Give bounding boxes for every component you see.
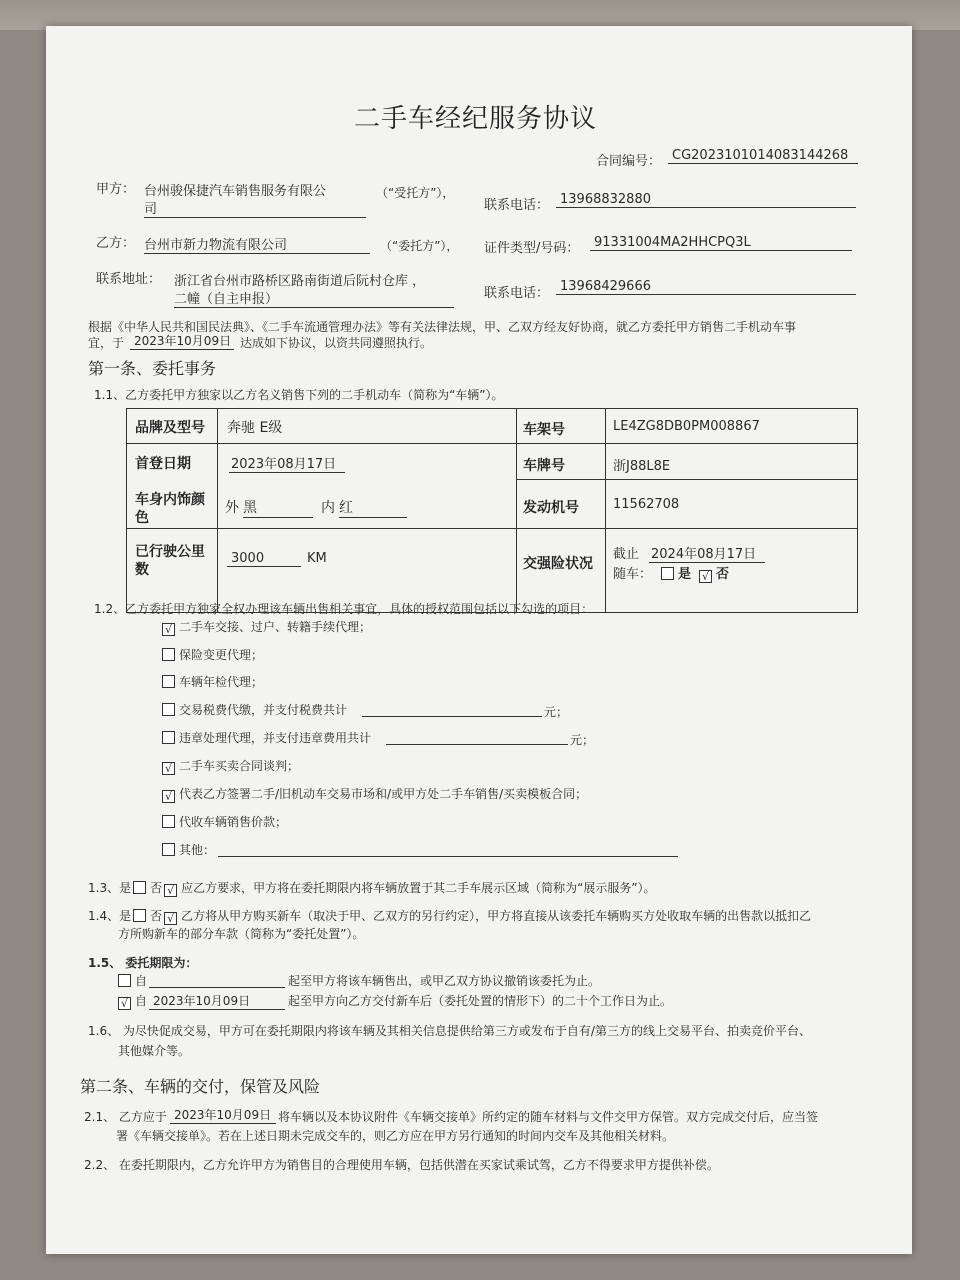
clause-1-3: 1.3、是 否 √ 应乙方要求，甲方将在委托期限内将车辆放置于其二手车展示区域（简称为“展示服务”）。 — [88, 881, 656, 897]
checkbox-empty-icon — [118, 974, 131, 987]
option-item[interactable]: 代收车辆销售价款； — [162, 813, 287, 830]
violation-amount-unit: 元； — [570, 733, 595, 747]
option-item[interactable]: 违章处理代理，并支付违章费用共计 — [162, 729, 371, 746]
insurance-until-label: 截止 — [613, 547, 640, 562]
checkbox-empty-icon — [162, 843, 175, 856]
clause-1-5-heading: 1.5、 委托期限为： — [88, 956, 198, 970]
term-option-2[interactable]: √ 自 — [118, 992, 147, 1010]
tax-amount-blank[interactable] — [362, 716, 542, 717]
section2-heading: 第二条、车辆的交付，保管及风险 — [80, 1077, 321, 1096]
contract-number-label: 合同编号： — [596, 154, 662, 169]
clause-2-1-line2: 署《车辆交接单》。若在上述日期未完成交车的，则乙方应在甲方另行通知的时间内交车及其他相关材料。 — [116, 1129, 675, 1143]
plate-label: 车牌号 — [523, 458, 565, 474]
exterior-color-label: 外 — [225, 500, 239, 516]
clause-1-4: 1.4、是 否 √ 乙方将从甲方购买新车（取决于甲、乙双方的另行约定），甲方将直接从该委托车辆购买方处收取车辆的出售款以抵扣乙 — [88, 909, 812, 925]
violation-amount-blank[interactable] — [386, 744, 568, 745]
clause-2-1-line1: 将车辆以及本协议附件《车辆交接单》所约定的随车材料与文件交甲方保管。双方完成交付后，应当签 — [278, 1110, 819, 1124]
with-car-yes-option[interactable]: 是 — [661, 563, 691, 582]
brand-value: 奔驰 E级 — [227, 420, 283, 436]
party-b-address-line1: 浙江省台州市路桥区路南街道后阮村仓库 ， — [174, 274, 426, 289]
clause-1-2: 1.2、乙方委托甲方独家全权办理该车辆出售相关事宜，具体的授权范围包括以下勾选的项目： — [94, 602, 594, 616]
checkbox-empty-icon[interactable] — [133, 909, 146, 922]
term-start-date: 2023年10月09日 — [149, 992, 285, 1010]
clause-2-1-prefix: 2.1、 乙方应于 — [84, 1110, 167, 1124]
checkbox-empty-icon — [162, 648, 175, 661]
checkbox-empty-icon — [162, 815, 175, 828]
contract-number-value: CG2023101014083144268 — [668, 148, 858, 164]
checkbox-empty-icon — [162, 675, 175, 688]
engine-value: 11562708 — [613, 497, 680, 512]
color-label-line2: 色 — [135, 510, 149, 526]
mileage-label-line2: 数 — [135, 562, 149, 578]
mileage-label-line1: 已行驶公里 — [135, 544, 205, 560]
insurance-until-value: 2024年08月17日 — [649, 543, 765, 563]
option-item[interactable]: √ 二手车买卖合同谈判； — [162, 757, 299, 775]
insurance-label: 交强险状况 — [523, 556, 593, 572]
party-a-phone: 13968832880 — [556, 192, 856, 208]
clause-1-6-line2: 其他媒介等。 — [118, 1044, 191, 1058]
checkbox-empty-icon — [162, 703, 175, 716]
party-a-role: （“受托方”）， — [376, 186, 455, 200]
section1-heading: 第一条、委托事务 — [88, 359, 217, 378]
checkbox-empty-icon — [661, 567, 674, 580]
preamble-date: 2023年10月09日 — [130, 332, 234, 350]
interior-color-value: 红 — [339, 497, 407, 518]
preamble-line2-suffix: 达成如下协议，以资共同遵照执行。 — [240, 336, 433, 350]
delivery-date: 2023年10月09日 — [170, 1106, 276, 1124]
interior-color-label: 内 — [321, 500, 335, 516]
option-item[interactable]: √ 代表乙方签署二手/旧机动车交易市场和/或甲方处二手车销售/买卖模板合同； — [162, 785, 587, 803]
party-b-phone-label: 联系电话： — [484, 286, 550, 301]
checkbox-checked-icon: √ — [162, 790, 175, 803]
contract-paper — [46, 26, 912, 1254]
vin-value: LE4ZG8DB0PM008867 — [613, 419, 760, 434]
term-option-2-text: 起至甲方向乙方交付新车后（委托处置的情形下）的二十个工作日为止。 — [288, 994, 673, 1008]
tax-amount-unit: 元； — [544, 705, 569, 719]
clause-1-1: 1.1、乙方委托甲方独家以乙方名义销售下列的二手机动车（简称为“车辆”）。 — [94, 388, 504, 402]
party-a-phone-label: 联系电话： — [484, 198, 550, 213]
checkbox-checked-icon: √ — [118, 997, 131, 1010]
option-item[interactable]: √ 二手车交接、过户、转籍手续代理； — [162, 618, 371, 636]
option-item[interactable]: 其他： — [162, 841, 215, 858]
term-option-1-text: 起至甲方将该车辆售出，或甲乙双方协议撤销该委托为止。 — [288, 974, 601, 988]
term-start-blank[interactable] — [149, 987, 285, 988]
clause-1-6-line1: 1.6、 为尽快促成交易，甲方可在委托期限内将该车辆及其相关信息提供给第三方或发布于自有/第三方的线上交易平台、拍卖竞价平台、 — [88, 1024, 811, 1038]
checkbox-checked-icon: √ — [699, 570, 712, 583]
checkbox-empty-icon[interactable] — [133, 881, 146, 894]
party-a-name-line2: 司 — [144, 198, 366, 218]
checkbox-checked-icon: √ — [162, 762, 175, 775]
document-title: 二手车经纪服务协议 — [354, 104, 598, 134]
vin-label: 车架号 — [523, 422, 565, 438]
plate-value: 浙J88L8E — [613, 459, 671, 474]
party-a-name-line1: 台州骏保捷汽车销售服务有限公 — [144, 184, 327, 199]
with-car-no-option[interactable]: √ 否 — [699, 563, 729, 583]
other-blank[interactable] — [218, 856, 678, 857]
party-b-id-label: 证件类型/号码： — [484, 241, 580, 256]
checkbox-checked-icon: √ — [162, 623, 175, 636]
party-b-label: 乙方： — [96, 236, 136, 251]
checkbox-checked-icon[interactable]: √ — [164, 912, 177, 925]
party-b-phone: 13968429666 — [556, 279, 856, 295]
party-b-name: 台州市新力物流有限公司 — [144, 234, 370, 254]
party-b-address-label: 联系地址： — [96, 272, 162, 287]
option-item[interactable]: 保险变更代理； — [162, 646, 263, 663]
preamble-line2-prefix: 宜，于 — [88, 336, 125, 350]
preamble-line1: 根据《中华人民共和国民法典》、《二手车流通管理办法》等有关法律法规，甲、乙双方经友好协商，就乙方委托甲方销售二手机动车事 — [88, 320, 797, 334]
mileage-unit: KM — [307, 551, 327, 566]
brand-label: 品牌及型号 — [135, 420, 205, 436]
engine-label: 发动机号 — [523, 500, 579, 516]
vehicle-table — [126, 408, 858, 613]
first-registration-label: 首登日期 — [135, 456, 191, 472]
party-b-address-line2: 二幢（自主申报） — [174, 288, 454, 308]
party-a-label: 甲方： — [96, 182, 136, 197]
with-car-label: 随车： — [613, 567, 653, 582]
first-registration-value: 2023年08月17日 — [229, 453, 345, 473]
exterior-color-value: 黑 — [243, 497, 313, 518]
clause-2-2: 2.2、 在委托期限内，乙方允许甲方为销售目的合理使用车辆，包括供潜在买家试乘试驾，乙方不得要求甲方提供补偿。 — [84, 1158, 719, 1172]
term-option-1[interactable]: 自 — [118, 972, 147, 989]
clause-1-4-line2: 方所购新车的部分车款（简称为“委托处置”）。 — [118, 927, 365, 941]
option-item[interactable]: 交易税费代缴，并支付税费共计 — [162, 701, 347, 718]
party-b-id: 91331004MA2HHCPQ3L — [590, 235, 852, 251]
mileage-value: 3000 — [227, 551, 301, 567]
checkbox-checked-icon[interactable]: √ — [164, 884, 177, 897]
option-item[interactable]: 车辆年检代理； — [162, 673, 263, 690]
color-label-line1: 车身内饰颜 — [135, 492, 205, 508]
party-b-role: （“委托方”）， — [380, 239, 459, 253]
checkbox-empty-icon — [162, 731, 175, 744]
